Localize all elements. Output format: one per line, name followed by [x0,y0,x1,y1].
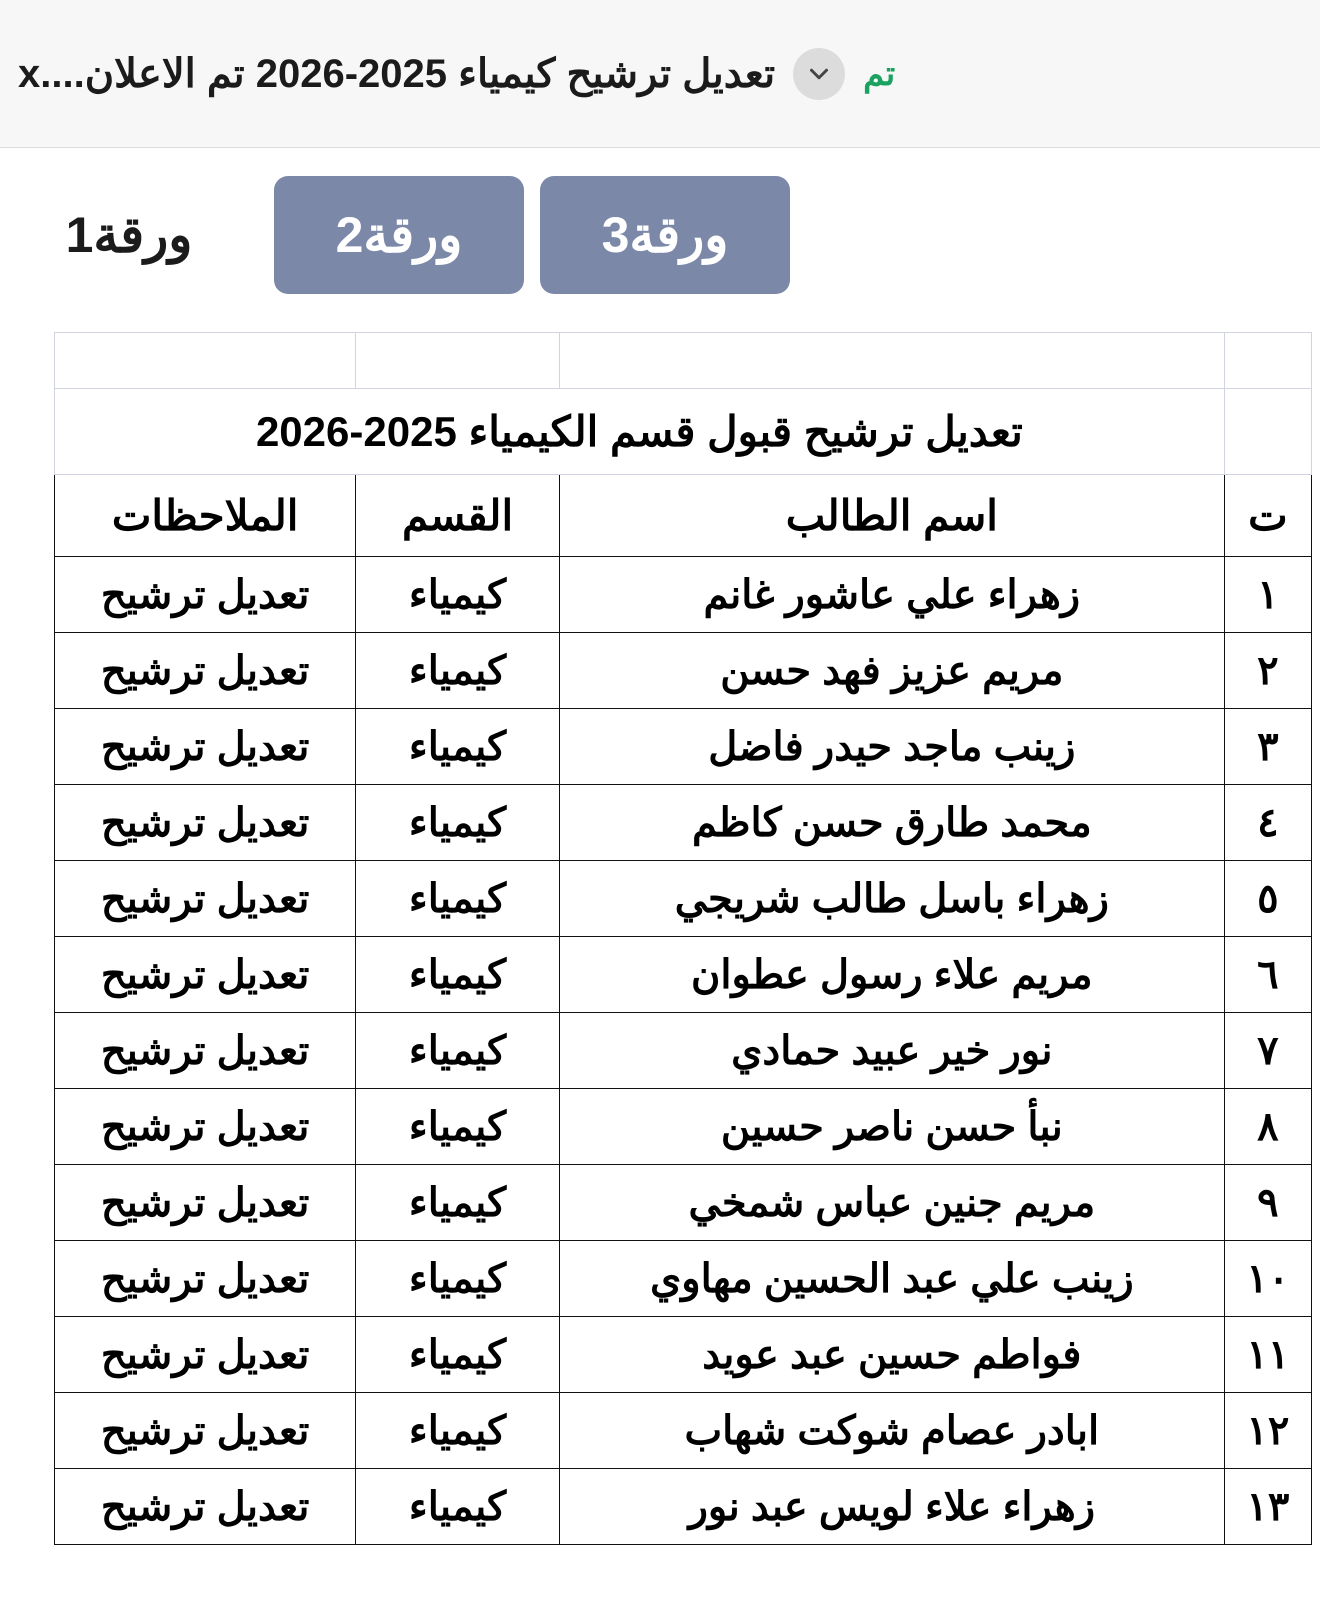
cell-index[interactable]: ٤ [1224,785,1311,861]
cell-dept[interactable]: كيمياء [356,861,560,937]
column-header-notes[interactable]: الملاحظات [55,475,356,557]
cell-index[interactable]: ١٢ [1224,1393,1311,1469]
document-title[interactable]: تعديل ترشيح كيمياء 2025-2026 تم الاعلان....x [18,51,776,96]
table-row[interactable] [55,861,1312,937]
cell-notes[interactable]: تعديل ترشيح [55,1165,356,1241]
cell-notes[interactable]: تعديل ترشيح [55,1013,356,1089]
cell-notes[interactable]: تعديل ترشيح [55,1089,356,1165]
app-titlebar [0,0,1320,148]
cell-name[interactable]: زهراء باسل طالب شريجي [559,861,1224,937]
sheet-tab-2[interactable]: ورقة2 [274,176,524,294]
cell-index[interactable]: ٧ [1224,1013,1311,1089]
cell-index[interactable]: ٣ [1224,709,1311,785]
cell-name[interactable]: مريم جنين عباس شمخي [559,1165,1224,1241]
cell-dept[interactable]: كيمياء [356,557,560,633]
column-header-index[interactable]: ت [1224,475,1311,557]
cell-blank-d[interactable] [55,333,356,389]
table-row[interactable] [55,1013,1312,1089]
table-row-title[interactable] [55,389,1312,475]
table-row[interactable] [55,1241,1312,1317]
cell-dept[interactable]: كيمياء [356,633,560,709]
column-header-dept[interactable]: القسم [356,475,560,557]
sheet-merged-title[interactable]: تعديل ترشيح قبول قسم الكيمياء 2025-2026 [55,389,1225,475]
spreadsheet-area[interactable] [0,318,1320,1545]
table-row[interactable] [55,1089,1312,1165]
cell-index[interactable]: ١١ [1224,1317,1311,1393]
cell-name[interactable]: فواطم حسين عبد عويد [559,1317,1224,1393]
cell-name[interactable]: زينب ماجد حيدر فاضل [559,709,1224,785]
cell-name[interactable]: مريم علاء رسول عطوان [559,937,1224,1013]
cell-dept[interactable]: كيمياء [356,937,560,1013]
cell-dept[interactable]: كيمياء [356,1317,560,1393]
cell-title-spacer[interactable] [1224,389,1311,475]
cell-name[interactable]: نور خير عبيد حمادي [559,1013,1224,1089]
table-row[interactable] [55,709,1312,785]
table-row[interactable] [55,1469,1312,1545]
cell-blank-c[interactable] [356,333,560,389]
cell-name[interactable]: مريم عزيز فهد حسن [559,633,1224,709]
cell-name[interactable]: ابادر عصام شوكت شهاب [559,1393,1224,1469]
column-header-name[interactable]: اسم الطالب [559,475,1224,557]
cell-index[interactable]: ١٠ [1224,1241,1311,1317]
cell-dept[interactable]: كيمياء [356,1393,560,1469]
table-header-row[interactable] [55,475,1312,557]
cell-dept[interactable]: كيمياء [356,1241,560,1317]
table-row[interactable] [55,1393,1312,1469]
cell-name[interactable]: محمد طارق حسن كاظم [559,785,1224,861]
cell-dept[interactable]: كيمياء [356,1469,560,1545]
cell-blank-b[interactable] [559,333,1224,389]
table-row-blank[interactable] [55,333,1312,389]
cell-notes[interactable]: تعديل ترشيح [55,709,356,785]
cell-notes[interactable]: تعديل ترشيح [55,1241,356,1317]
cell-name[interactable]: زهراء علاء لويس عبد نور [559,1469,1224,1545]
table-row[interactable] [55,633,1312,709]
table-row[interactable] [55,557,1312,633]
cell-notes[interactable]: تعديل ترشيح [55,633,356,709]
cell-name[interactable]: زهراء علي عاشور غانم [559,557,1224,633]
cell-dept[interactable]: كيمياء [356,785,560,861]
cell-notes[interactable]: تعديل ترشيح [55,937,356,1013]
cell-index[interactable]: ٥ [1224,861,1311,937]
cell-notes[interactable]: تعديل ترشيح [55,557,356,633]
cell-blank-a[interactable] [1224,333,1311,389]
cell-notes[interactable]: تعديل ترشيح [55,1393,356,1469]
sheet-tab-1[interactable]: ورقة1 [0,176,258,294]
cell-index[interactable]: ١٣ [1224,1469,1311,1545]
sheet-tab-bar [0,148,1320,318]
cell-dept[interactable]: كيمياء [356,1089,560,1165]
sheet-tab-3[interactable]: ورقة3 [540,176,790,294]
save-status-label: تم [863,54,896,93]
cell-index[interactable]: ٨ [1224,1089,1311,1165]
table-row[interactable] [55,937,1312,1013]
table-row[interactable] [55,1317,1312,1393]
chevron-down-icon[interactable] [793,48,845,100]
cell-index[interactable]: ٩ [1224,1165,1311,1241]
cell-notes[interactable]: تعديل ترشيح [55,1469,356,1545]
cell-index[interactable]: ٢ [1224,633,1311,709]
cell-index[interactable]: ١ [1224,557,1311,633]
cell-index[interactable]: ٦ [1224,937,1311,1013]
cell-notes[interactable]: تعديل ترشيح [55,785,356,861]
cell-notes[interactable]: تعديل ترشيح [55,1317,356,1393]
cell-dept[interactable]: كيمياء [356,709,560,785]
cell-notes[interactable]: تعديل ترشيح [55,861,356,937]
cell-name[interactable]: نبأ حسن ناصر حسين [559,1089,1224,1165]
cell-name[interactable]: زينب علي عبد الحسين مهاوي [559,1241,1224,1317]
table-row[interactable] [55,1165,1312,1241]
cell-dept[interactable]: كيمياء [356,1165,560,1241]
spreadsheet-table[interactable] [54,332,1312,1545]
cell-dept[interactable]: كيمياء [356,1013,560,1089]
table-row[interactable] [55,785,1312,861]
